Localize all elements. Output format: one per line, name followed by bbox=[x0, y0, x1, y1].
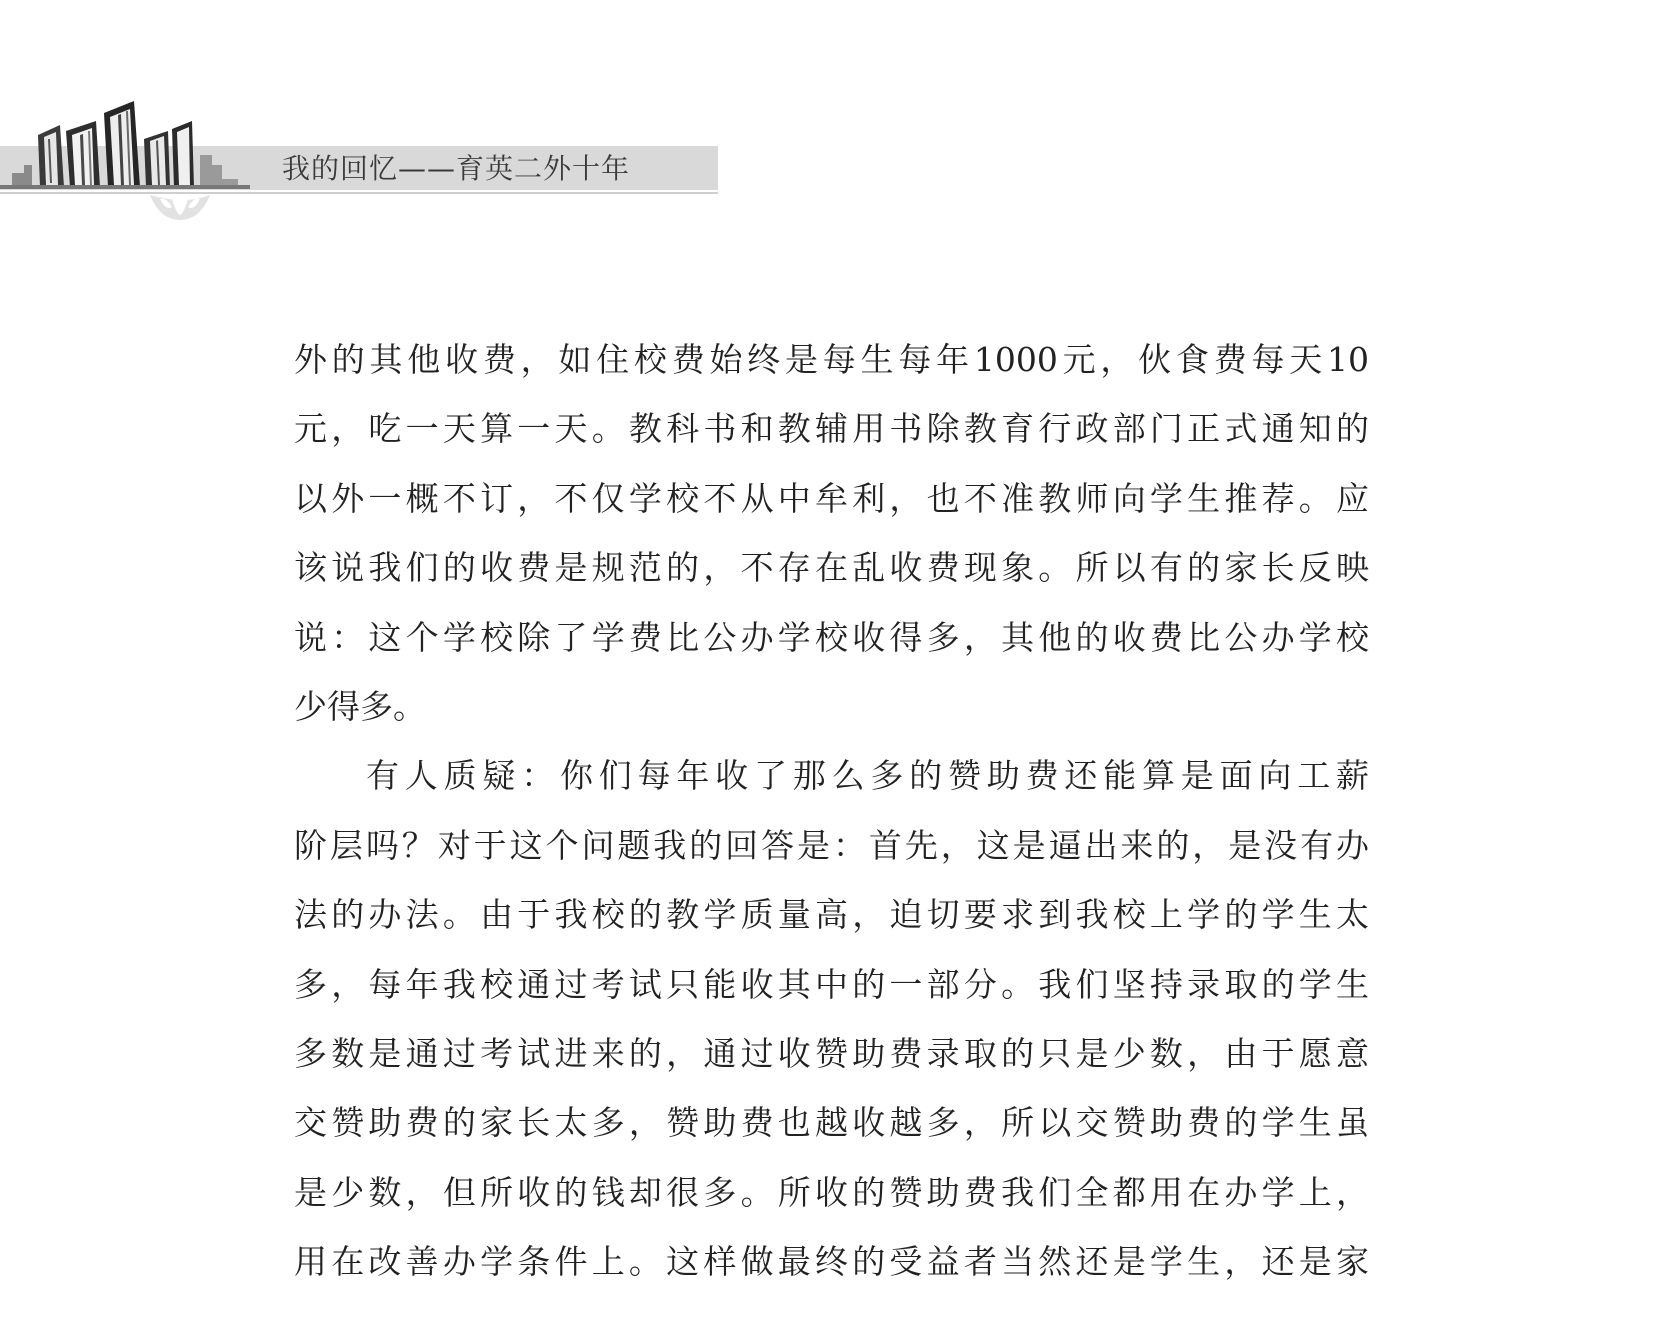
text-line: 用在改善办学条件上。这样做最终的受益者当然还是学生，还是家 bbox=[294, 1242, 1369, 1282]
text-line: 说：这个学校除了学费比公办学校收得多，其他的收费比公办学校 bbox=[294, 617, 1369, 657]
text-line: 元，吃一天算一天。教科书和教辅用书除教育行政部门正式通知的 bbox=[294, 409, 1369, 449]
running-header bbox=[0, 95, 720, 235]
text-line: 是少数，但所收的钱却很多。所收的赞助费我们全都用在办学上， bbox=[294, 1172, 1369, 1212]
text-line: 法的办法。由于我校的教学质量高，迫切要求到我校上学的学生太 bbox=[294, 895, 1369, 935]
text-line: 外的其他收费，如住校费始终是每生每年1000元，伙食费每天10 bbox=[294, 340, 1369, 379]
body-text bbox=[294, 325, 1369, 1296]
text-line: 有人质疑：你们每年收了那么多的赞助费还能算是面向工薪 bbox=[366, 756, 1369, 796]
text-line: 以外一概不订，不仅学校不从中牟利，也不准教师向学生推荐。应 bbox=[294, 478, 1369, 518]
text-line: 交赞助费的家长太多，赞助费也越收越多，所以交赞助费的学生虽 bbox=[294, 1103, 1369, 1143]
text-line: 少得多。 bbox=[294, 686, 426, 726]
city-buildings-icon bbox=[0, 95, 260, 235]
text-line: 阶层吗？对于这个问题我的回答是：首先，这是逼出来的，是没有办 bbox=[294, 825, 1369, 865]
header-title: 我的回忆——育英二外十年 bbox=[282, 152, 631, 185]
text-line: 多，每年我校通过考试只能收其中的一部分。我们坚持录取的学生 bbox=[294, 964, 1369, 1004]
text-line: 多数是通过考试进来的，通过收赞助费录取的只是少数，由于愿意 bbox=[294, 1033, 1369, 1073]
text-line: 该说我们的收费是规范的，不存在乱收费现象。所以有的家长反映 bbox=[294, 548, 1369, 588]
